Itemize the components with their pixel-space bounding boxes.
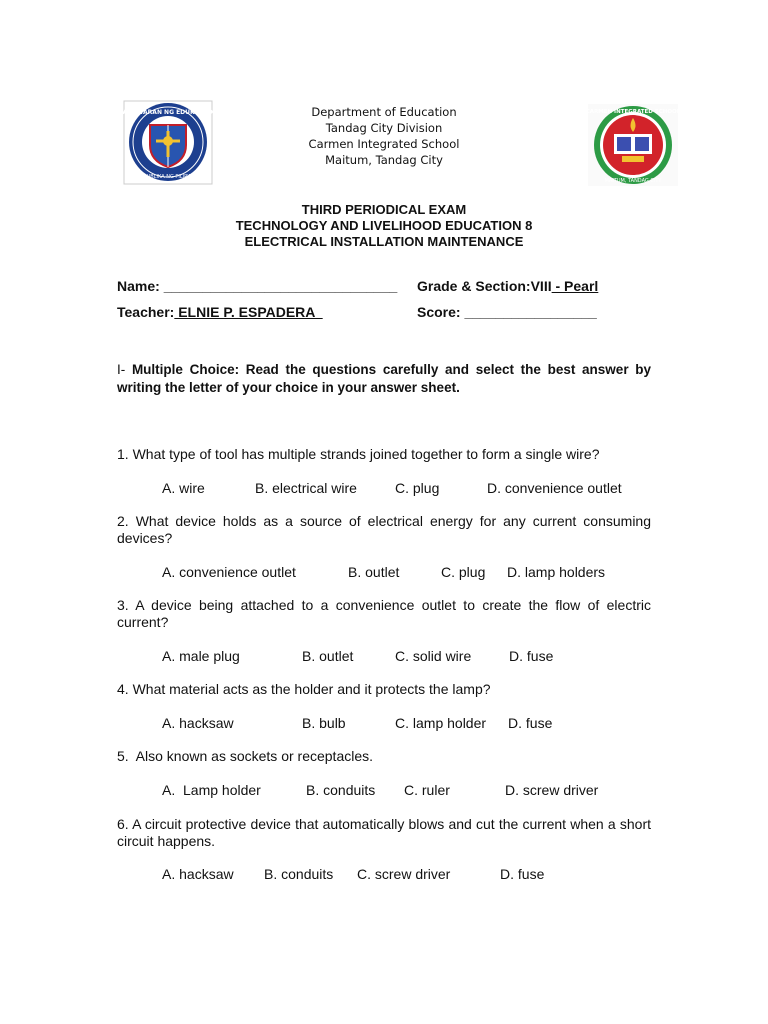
school-seal-logo-icon [585, 104, 681, 186]
teacher-name: ELNIE P. ESPADERA [174, 304, 323, 320]
score-row [417, 304, 597, 320]
division-name: Tandag City Division [325, 121, 443, 135]
question-2: 2. What device holds as a source of electrical energy for any current consuming devices? [117, 513, 651, 546]
q1-option-a: A. wire [162, 480, 205, 496]
q6-option-b: B. conduits [264, 866, 334, 882]
question-3: 3. A device being attached to a convenience outlet to create the flow of electric current? [117, 597, 651, 630]
instructions-prefix: I- [117, 362, 132, 377]
department-name: Department of Education [311, 105, 457, 119]
q2-option-c: C. plug [441, 564, 486, 580]
svg-text:MAITUM, TANDAG CITY: MAITUM, TANDAG CITY [604, 178, 662, 184]
score-blank: _________________ [460, 304, 597, 320]
q5-option-a: A. Lamp holder [162, 782, 261, 798]
q4-option-b: B. bulb [302, 715, 346, 731]
question-4: 4. What material acts as the holder and it protects the lamp? [117, 681, 491, 697]
school-name: Carmen Integrated School [308, 137, 460, 151]
instructions-text: Multiple Choice: Read the questions carefully and select the best answer by writing the letter of your choice in your answer sheet. [117, 362, 652, 395]
q6-option-a: A. hacksaw [162, 866, 234, 882]
q2-option-d: D. lamp holders [507, 564, 606, 580]
q2-option-b: B. outlet [348, 564, 400, 580]
name-blank: ______________________________ [163, 278, 398, 294]
exam-title-line: THIRD PERIODICAL EXAM [301, 202, 467, 217]
q4-option-a: A. hacksaw [162, 715, 234, 731]
q6-option-d: D. fuse [500, 866, 545, 882]
q3-option-b: B. outlet [302, 648, 354, 664]
q1-option-d: D. convenience outlet [487, 480, 622, 496]
q5-option-c: C. ruler [404, 782, 450, 798]
q2-option-a: A. convenience outlet [162, 564, 296, 580]
name-row [117, 278, 397, 294]
teacher-row [117, 304, 323, 320]
q5-option-d: D. screw driver [505, 782, 599, 798]
q1-option-b: B. electrical wire [255, 480, 357, 496]
name-label: Name: [117, 278, 160, 294]
exam-topic-line: ELECTRICAL INSTALLATION MAINTENANCE [244, 234, 524, 249]
q3-option-a: A. male plug [162, 648, 240, 664]
grade-section-row [417, 278, 598, 294]
q5-option-b: B. conduits [306, 782, 376, 798]
score-label: Score: [417, 304, 461, 320]
q4-option-c: C. lamp holder [395, 715, 487, 731]
q6-option-c: C. screw driver [357, 866, 451, 882]
school-header [234, 104, 534, 168]
grade-value: VIII [530, 278, 552, 294]
section-value: - Pearl [551, 278, 599, 294]
svg-text:REPUBLIKA NG PILIPINAS: REPUBLIKA NG PILIPINAS [137, 174, 199, 180]
teacher-label: Teacher: [117, 304, 175, 320]
svg-text:CARMEN INTEGRATED SCHOOL: CARMEN INTEGRATED SCHOOL [585, 109, 681, 115]
exam-subject-line: TECHNOLOGY AND LIVELIHOOD EDUCATION 8 [235, 218, 533, 233]
grade-section-label: Grade & Section: [417, 278, 531, 294]
question-6: 6. A circuit protective device that automatically blows and cut the current when a short circuit happens. [117, 816, 651, 849]
question-5: 5. Also known as sockets or receptacles. [117, 748, 374, 764]
q3-option-c: C. solid wire [395, 648, 472, 664]
exam-title [184, 202, 584, 250]
question-1: 1. What type of tool has multiple strands joined together to form a single wire? [117, 446, 600, 462]
q4-option-d: D. fuse [508, 715, 553, 731]
school-address: Maitum, Tandag City [325, 153, 443, 167]
deped-seal-logo-icon [118, 101, 218, 184]
svg-text:KAGAWARAN NG EDUKASYON: KAGAWARAN NG EDUKASYON [118, 109, 218, 116]
q3-option-d: D. fuse [509, 648, 554, 664]
q1-option-c: C. plug [395, 480, 440, 496]
instructions [117, 361, 651, 397]
